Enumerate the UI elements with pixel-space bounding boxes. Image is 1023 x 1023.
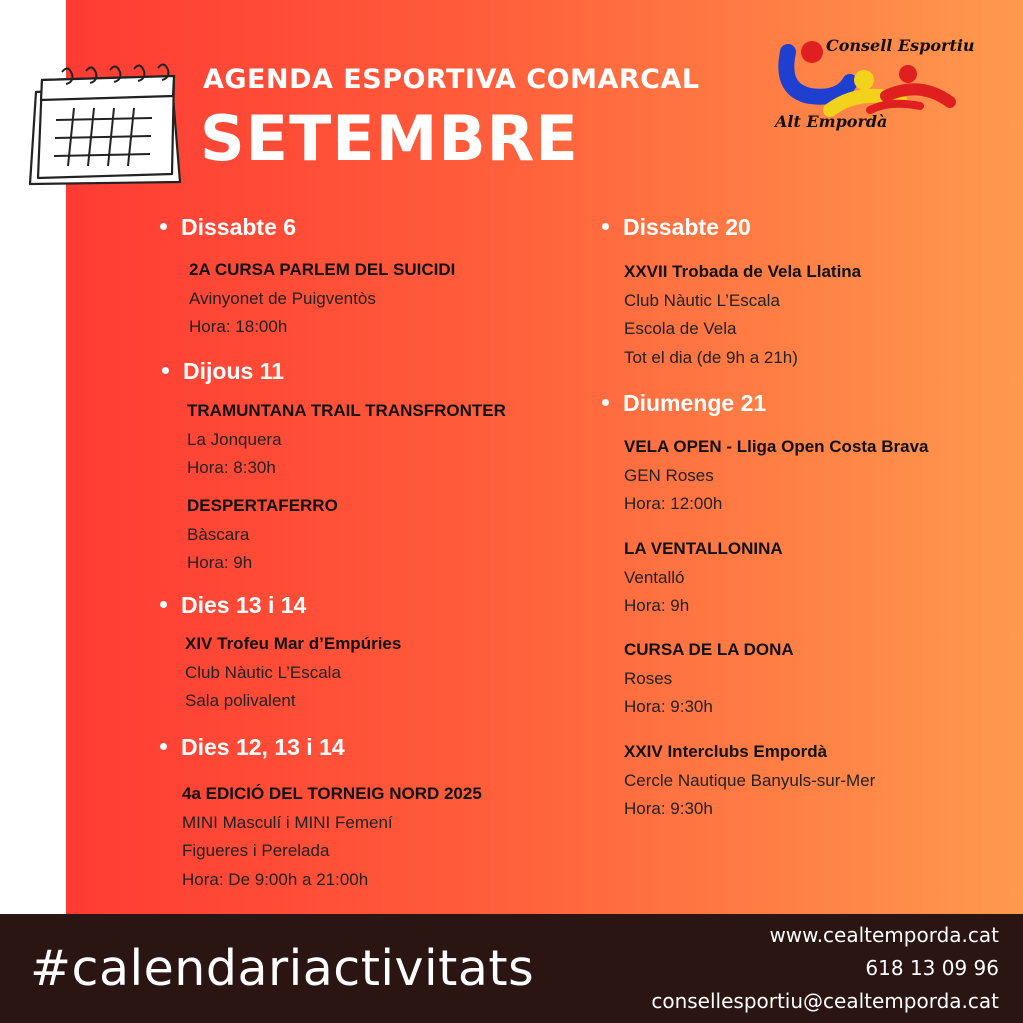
event-block [182, 780, 482, 894]
event-location: Roses [624, 668, 673, 688]
event-venue: Sala polivalent [185, 691, 296, 710]
event-time: Hora: 12:00h [624, 494, 723, 513]
event-block [624, 738, 875, 824]
event-block [185, 630, 401, 716]
event-location: Avinyonet de Puigventòs [189, 288, 376, 308]
month-title: SETEMBRE [200, 102, 579, 175]
event-title: XXVII Trobada de Vela Llatina [624, 262, 862, 281]
bullet-icon [160, 223, 167, 230]
event-title: 4a EDICIÓ DEL TORNEIG NORD 2025 [182, 784, 482, 803]
hashtag: #calendariactivitats [30, 940, 535, 997]
event-title: DESPERTAFERRO [187, 496, 338, 515]
bullet-icon [160, 743, 167, 750]
event-title: 2A CURSA PARLEM DEL SUICIDI [189, 260, 456, 279]
day-label: Dissabte 20 [623, 214, 751, 240]
event-block [189, 256, 455, 342]
event-block [187, 492, 338, 578]
consell-esportiu-logo [770, 30, 975, 140]
day-label: Dies 13 i 14 [181, 592, 307, 618]
event-title: VELA OPEN - Lliga Open Costa Brava [624, 437, 929, 456]
bullet-icon [162, 367, 169, 374]
event-location: Figueres i Perelada [182, 841, 330, 860]
event-block [624, 535, 783, 621]
event-location: Ventalló [624, 567, 685, 587]
agenda-subtitle: AGENDA ESPORTIVA COMARCAL [203, 64, 700, 95]
calendar-icon [22, 62, 187, 187]
event-location: GEN Roses [624, 465, 714, 485]
logo-text-bottom: Alt Empordà [775, 112, 888, 131]
website-link[interactable]: www.cealtemporda.cat [769, 923, 999, 947]
event-time: Hora: 9:30h [624, 799, 713, 818]
day-heading [602, 214, 751, 241]
bullet-icon [160, 601, 167, 608]
event-location: Club Nàutic L’Escala [624, 290, 780, 310]
bullet-icon [602, 399, 609, 406]
day-label: Dijous 11 [183, 358, 284, 384]
event-location: La Jonquera [187, 429, 282, 449]
event-block [187, 397, 506, 483]
logo-text-top: Consell Esportiu [826, 36, 975, 55]
event-time: Hora: 9h [187, 553, 253, 572]
day-heading [602, 390, 766, 417]
day-label: Dissabte 6 [181, 214, 297, 240]
event-block [624, 433, 929, 519]
day-label: Dies 12, 13 i 14 [181, 734, 345, 760]
day-heading [160, 734, 345, 761]
day-heading [160, 592, 306, 619]
event-time: Hora: 18:00h [189, 317, 288, 336]
event-block [624, 636, 794, 722]
event-category: MINI Masculí i MINI Femení [182, 812, 393, 832]
event-title: XXIV Interclubs Empordà [624, 742, 828, 761]
event-title: XIV Trofeu Mar d’Empúries [185, 634, 402, 653]
event-title: CURSA DE LA DONA [624, 640, 794, 659]
event-title: TRAMUNTANA TRAIL TRANSFRONTER [187, 401, 506, 420]
event-location: Club Nàutic L’Escala [185, 662, 341, 682]
event-location: Bàscara [187, 524, 250, 544]
day-heading [162, 358, 284, 385]
phone-number[interactable]: 618 13 09 96 [865, 956, 999, 980]
event-location: Cercle Nautique Banyuls-sur-Mer [624, 770, 876, 790]
event-venue: Escola de Vela [624, 319, 737, 338]
event-block [624, 258, 861, 372]
day-heading [160, 214, 296, 241]
event-title: LA VENTALLONINA [624, 539, 783, 558]
event-time: Hora: 8:30h [187, 458, 276, 477]
event-time: Tot el dia (de 9h a 21h) [624, 347, 798, 367]
event-time: Hora: De 9:00h a 21:00h [182, 869, 369, 889]
bullet-icon [602, 223, 609, 230]
event-time: Hora: 9h [624, 596, 690, 615]
day-label: Diumenge 21 [623, 390, 767, 416]
email-link[interactable]: consellesportiu@cealtemporda.cat [651, 989, 999, 1013]
event-time: Hora: 9:30h [624, 697, 713, 716]
